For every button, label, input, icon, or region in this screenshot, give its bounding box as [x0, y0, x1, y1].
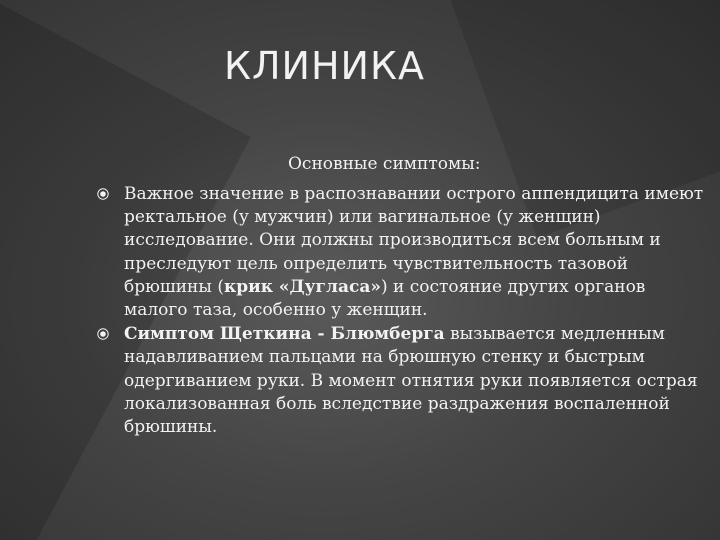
- bullet-text-segment: вызывается медленным надавливанием пальцами на брюшную стенку и быстрым одергиванием руки. В момент отнятия руки появляется острая локализованная боль вследствие раздражения воспаленной брюшины.: [124, 324, 698, 438]
- bullet-item: [96, 183, 706, 322]
- slide-subtitle: Основные симптомы:: [288, 154, 481, 174]
- slide-title: КЛИНИКА: [224, 44, 425, 88]
- bullet-text: [124, 184, 703, 320]
- bullet-text-bold: крик «Дугласа»: [223, 276, 381, 297]
- bullet-text-bold: Симптом Щеткина - Блюмберга: [124, 324, 445, 345]
- target-bullet-icon: [97, 188, 109, 200]
- bullet-text-segment: Важное значение в распознавании острого аппендицита имеют ректальное (у мужчин) или вагинальное (у женщин) исследование. Они должны производиться всем больным и преследуют цель определить чувствительность тазовой брюшины (: [124, 184, 704, 297]
- bullet-text-segment: ) и состояние других органов малого таза, особенно у женщин.: [124, 276, 646, 321]
- bullet-item: [96, 323, 706, 439]
- bullet-list: [96, 183, 706, 439]
- bullet-text: [124, 324, 698, 437]
- target-bullet-icon: [97, 328, 109, 340]
